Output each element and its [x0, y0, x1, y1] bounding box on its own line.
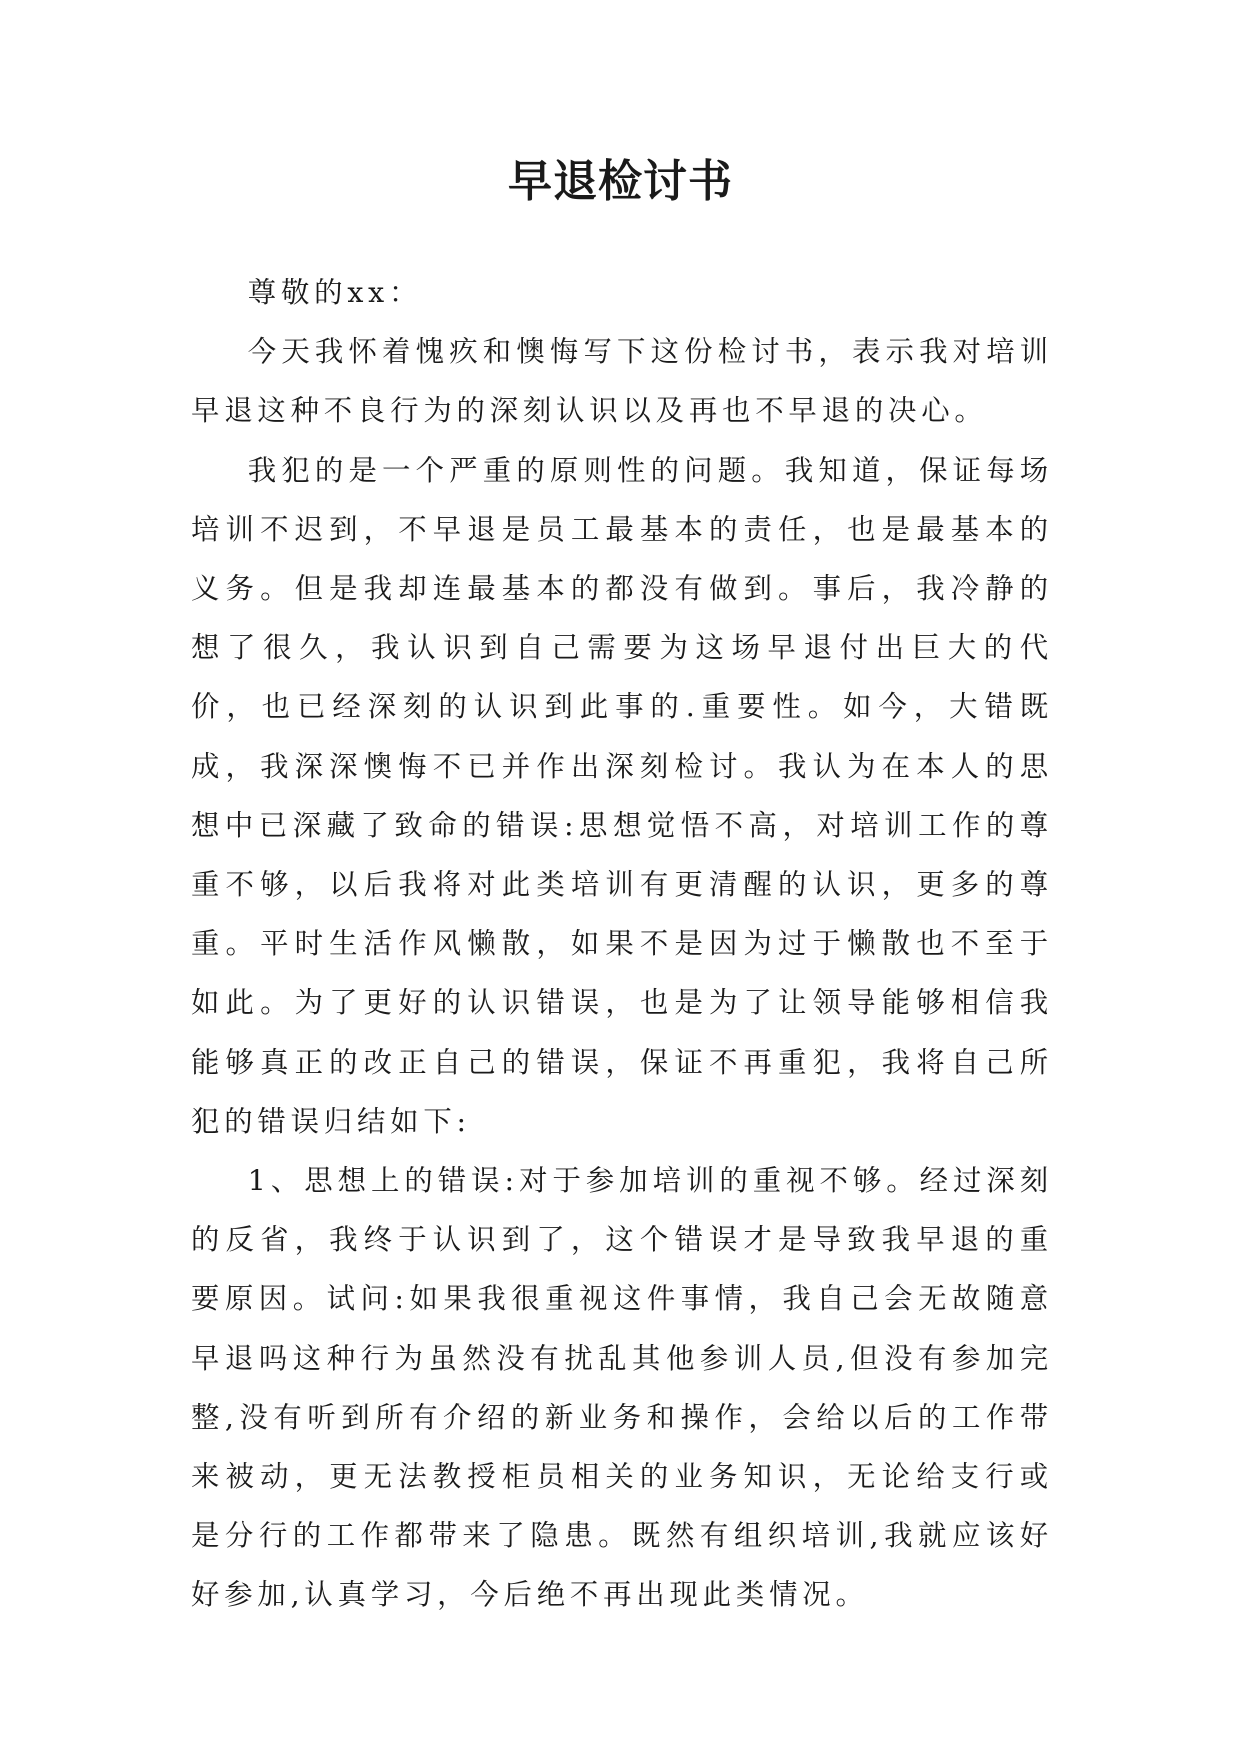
document-body [191, 263, 1053, 1625]
document-title: 早退检讨书 [508, 156, 733, 207]
paragraph-intro: 今天我怀着愧疚和懊悔写下这份检讨书，表示我对培训早退这种不良行为的深刻认识以及再也不早退的决心。 [191, 335, 1053, 428]
paragraph-error-1: 1、思想上的错误:对于参加培训的重视不够。经过深刻的反省，我终于认识到了，这个错误才是导致我早退的重要原因。试问:如果我很重视这件事情，我自己会无故随意早退吗这种行为虽然没有扰乱其他参训人员,但没有参加完整,没有听到所有介绍的新业务和操作，会给以后的工作带来被动，更无法教授柜员相关的业务知识，无论给支行或是分行的工作都带来了隐患。既然有组织培训,我就应该好好参加,认真学习，今后绝不再出现此类情况。 [191, 1164, 1053, 1612]
salutation: 尊敬的xx： [247, 276, 423, 309]
paragraph-reflection: 我犯的是一个严重的原则性的问题。我知道，保证每场培训不迟到，不早退是员工最基本的责任，也是最基本的义务。但是我却连最基本的都没有做到。事后，我冷静的想了很久，我认识到自己需要为这场早退付出巨大的代价，也已经深刻的认识到此事的.重要性。如今，大错既成，我深深懊悔不已并作出深刻检讨。我认为在本人的思想中已深藏了致命的错误:思想觉悟不高，对培训工作的尊重不够，以后我将对此类培训有更清醒的认识，更多的尊重。平时生活作风懒散，如果不是因为过于懒散也不至于如此。为了更好的认识错误，也是为了让领导能够相信我能够真正的改正自己的错误，保证不再重犯，我将自己所犯的错误归结如下: [191, 453, 1053, 1138]
